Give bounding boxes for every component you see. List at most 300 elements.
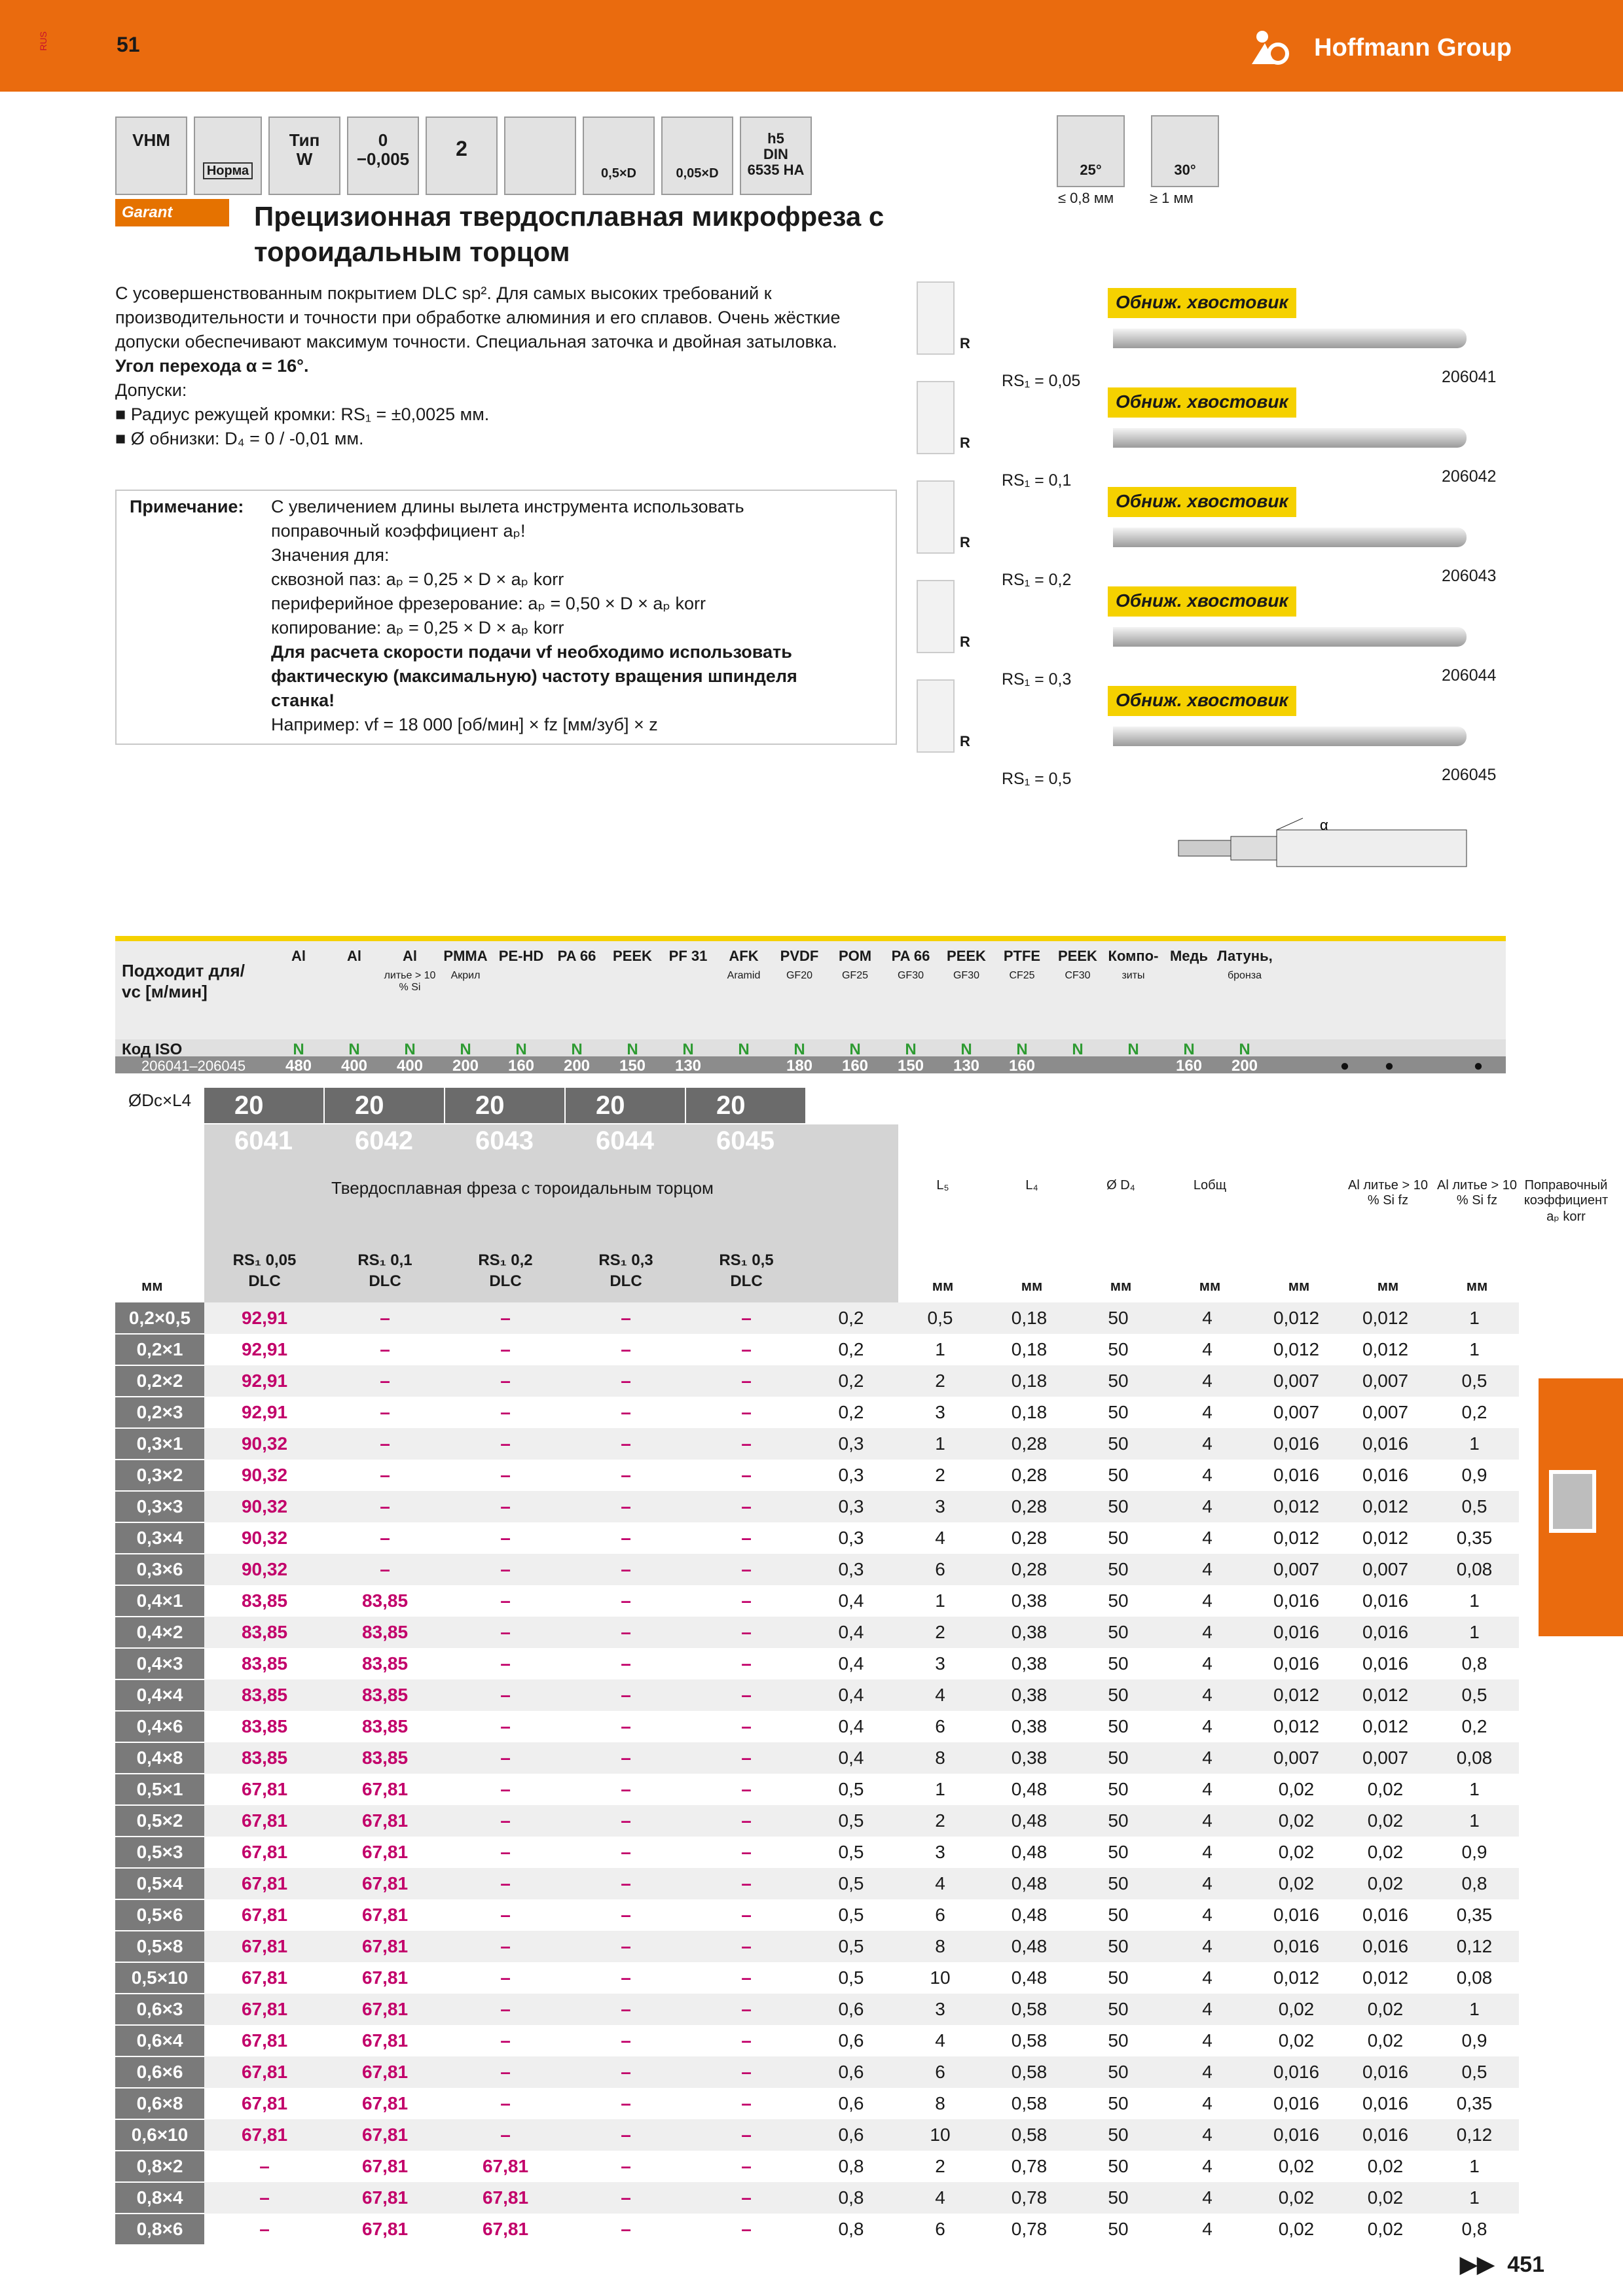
price-cell: –: [621, 1842, 631, 1862]
table-row: [115, 1648, 1519, 1679]
iso-vc: 150: [897, 1057, 924, 1075]
spec-cell: 0,016: [1252, 1428, 1341, 1460]
spec-cell: 0,18: [1011, 1339, 1048, 1359]
spec-cell: 0,5: [1430, 1365, 1519, 1397]
spec-cell: 0,78: [985, 2182, 1074, 2214]
price-cell: –: [686, 1302, 807, 1334]
tool-body: [1113, 329, 1467, 348]
spec-cell: 50: [1108, 1716, 1129, 1736]
iso-vc: 160: [841, 1057, 869, 1075]
price-cell: –: [325, 1554, 445, 1585]
iso-vc: 400: [396, 1057, 424, 1075]
spec-cell: 0,012: [1252, 1679, 1341, 1711]
spec-cell: 0,2: [838, 1339, 864, 1359]
price-cell: –: [566, 1868, 686, 1899]
rs-letter: R: [960, 335, 970, 351]
iso-material: PEEK: [1058, 948, 1097, 964]
price-cell: –: [445, 1805, 566, 1837]
spec-cell: 0,5: [1430, 2056, 1519, 2088]
spec-cell: 4: [1202, 1339, 1213, 1359]
iso-material: Al: [291, 948, 306, 964]
coating-header: DLC: [248, 1272, 281, 1290]
price-cell: 92,91: [241, 1339, 288, 1359]
price-cell: 83,85: [241, 1716, 288, 1736]
spec-cell: 0,48: [985, 1868, 1074, 1899]
rs-header: RS₁ 0,5: [719, 1251, 774, 1269]
iso-vc: 480: [285, 1057, 312, 1075]
price-cell: –: [566, 2182, 686, 2214]
price-cell: –: [566, 1491, 686, 1522]
iso-material: Компо-: [1108, 948, 1159, 964]
spec-cell: 0,012: [1341, 1679, 1430, 1711]
spec-cell: 0,38: [985, 1679, 1074, 1711]
spec-cell: 0,28: [1011, 1465, 1048, 1485]
size-cell: 0,5×8: [115, 1931, 204, 1962]
iso-material-sub: GF30: [953, 970, 979, 981]
tool-profile-diagram: [1165, 804, 1506, 882]
tolerance-d4: ■ Ø обнизки: D₄ = 0 / -0,01 мм.: [115, 429, 364, 448]
spec-cell: 0,5: [896, 1302, 985, 1334]
tolerance-icon: 0 −0,005: [347, 117, 419, 195]
price-cell: 67,81: [361, 1842, 409, 1862]
dimension-label: ØDc×L4: [128, 1090, 192, 1110]
spec-cell: 3: [935, 1653, 945, 1674]
size-cell: 0,3×1: [115, 1428, 204, 1460]
iso-material: Al: [403, 948, 417, 964]
brand-name: Hoffmann Group: [1314, 34, 1512, 62]
price-cell: –: [566, 1365, 686, 1397]
spec-cell: 4: [1202, 1905, 1213, 1925]
table-row: [115, 2182, 1519, 2214]
spec-cell: 0,007: [1362, 1402, 1409, 1422]
spec-cell: 50: [1074, 1931, 1163, 1962]
spec-cell: 0,02: [1341, 1994, 1430, 2025]
price-cell: 90,32: [204, 1554, 325, 1585]
rs-header: RS₁ 0,2: [478, 1251, 533, 1269]
spec-cell: 3: [935, 1842, 945, 1862]
size-cell: 0,4×8: [115, 1742, 204, 1774]
price-cell: –: [500, 1779, 511, 1799]
transition-angle: Угол перехода α = 16°.: [115, 356, 309, 376]
rs-profile-icon: [917, 679, 955, 753]
price-cell: –: [621, 2030, 631, 2051]
spec-cell: 0,08: [1456, 1967, 1493, 1988]
spec-cell: 0,02: [1252, 2182, 1341, 2214]
spec-cell: 0,18: [985, 1302, 1074, 1334]
spec-cell: 0,58: [1011, 2030, 1048, 2051]
table-row: [115, 2056, 1519, 2088]
spec-cell: 0,3: [807, 1491, 896, 1522]
spec-cell: 0,6: [807, 2119, 896, 2151]
price-cell: 67,81: [204, 1868, 325, 1899]
article-code: 20 6044: [566, 1088, 685, 1123]
spec-cell: 0,016: [1252, 2056, 1341, 2088]
spec-cell: 0,5: [1430, 1679, 1519, 1711]
spec-cell: 0,35: [1456, 1905, 1493, 1925]
spec-cell: 0,02: [1278, 2030, 1315, 2051]
size-cell: 0,3×2: [115, 1460, 204, 1491]
spec-cell: 0,18: [985, 1365, 1074, 1397]
spec-header: L₄: [1025, 1178, 1038, 1193]
price-cell: –: [566, 1302, 686, 1334]
spec-cell: 4: [1163, 1428, 1252, 1460]
spec-cell: 0,38: [985, 1617, 1074, 1648]
iso-code: N: [960, 1041, 972, 1058]
spec-cell: 4: [896, 2182, 985, 2214]
product-description: [115, 281, 894, 451]
table-row: [115, 1428, 1519, 1460]
price-cell: –: [621, 1590, 631, 1611]
size-cell: 0,6×4: [115, 2025, 204, 2056]
price-cell: –: [566, 1617, 686, 1648]
price-cell: 90,32: [204, 1491, 325, 1522]
spec-cell: 0,016: [1252, 1931, 1341, 1962]
price-cell: –: [621, 1528, 631, 1548]
tool-code: 206043: [1442, 567, 1497, 585]
coolant-dot: ●: [1473, 1057, 1484, 1075]
spec-cell: 50: [1074, 1617, 1163, 1648]
iso-material: POM: [838, 948, 872, 964]
iso-vc: 200: [1231, 1057, 1258, 1075]
price-cell: –: [445, 1868, 566, 1899]
angle-25-note: ≤ 0,8 мм: [1058, 190, 1114, 206]
iso-vc: 160: [1175, 1057, 1203, 1075]
spec-cell: 0,28: [985, 1491, 1074, 1522]
price-cell: –: [741, 2030, 752, 2051]
spec-cell: 1: [1430, 1617, 1519, 1648]
spec-cell: 0,4: [838, 1716, 864, 1736]
price-cell: –: [621, 1653, 631, 1674]
tool-body: [1113, 428, 1467, 448]
spec-cell: 0,9: [1461, 1842, 1487, 1862]
spec-cell: 0,016: [1341, 1617, 1430, 1648]
iso-material: PVDF: [780, 948, 819, 964]
price-cell: 67,81: [241, 1905, 288, 1925]
spec-cell: 0,78: [1011, 2156, 1048, 2176]
price-cell: 67,81: [204, 2056, 325, 2088]
spec-cell: 3: [896, 1994, 985, 2025]
spec-cell: 0,5: [838, 1967, 864, 1988]
table-row: [115, 1491, 1519, 1522]
unit-header: мм: [1021, 1278, 1043, 1294]
unit-header: мм: [1199, 1278, 1221, 1294]
price-cell: –: [500, 1465, 511, 1485]
price-cell: 67,81: [361, 1905, 409, 1925]
spec-header: Ø D₄: [1106, 1178, 1135, 1193]
tool-rs: RS₁ = 0,3: [1002, 670, 1072, 689]
spec-cell: 1: [1469, 2156, 1480, 2176]
page-title: Прецизионная твердосплавная микрофреза с тороидальным торцом: [254, 201, 884, 267]
price-cell: 83,85: [204, 1742, 325, 1774]
spec-cell: 0,02: [1367, 2156, 1404, 2176]
price-cell: –: [325, 1491, 445, 1522]
tool-body: [1113, 627, 1467, 647]
iso-vc: 150: [619, 1057, 646, 1075]
spec-cell: 0,016: [1273, 1590, 1320, 1611]
type-icon: Тип W: [268, 117, 340, 195]
tolerance-rs: ■ Радиус режущей кромки: RS₁ = ±0,0025 мм.: [115, 404, 490, 424]
spec-cell: 0,2: [807, 1302, 896, 1334]
price-cell: 83,85: [361, 1653, 409, 1674]
spec-cell: 0,35: [1456, 1528, 1493, 1548]
price-cell: –: [500, 1967, 511, 1988]
spec-cell: 4: [1163, 2182, 1252, 2214]
table-row: [115, 1617, 1519, 1648]
spec-cell: 4: [1202, 1402, 1213, 1422]
size-cell: 0,4×3: [115, 1648, 204, 1679]
spec-cell: 50: [1108, 1905, 1129, 1925]
norm-icon: Норма: [194, 117, 262, 195]
iso-material: Латунь,: [1217, 948, 1273, 964]
spec-cell: 0,6: [838, 2030, 864, 2051]
price-cell: –: [686, 1868, 807, 1899]
spec-cell: 50: [1108, 1339, 1129, 1359]
price-cell: –: [259, 2219, 270, 2239]
spec-cell: 0,2: [1461, 1716, 1487, 1736]
iso-code: N: [682, 1041, 694, 1058]
iso-code: N: [348, 1041, 360, 1058]
price-cell: 83,85: [241, 1590, 288, 1611]
price-cell: 67,81: [482, 2219, 529, 2239]
price-cell: 83,85: [241, 1653, 288, 1674]
spec-cell: 3: [935, 1402, 945, 1422]
spec-cell: 0,38: [985, 1742, 1074, 1774]
spec-cell: 50: [1108, 1528, 1129, 1548]
spec-cell: 0,012: [1252, 1302, 1341, 1334]
spec-cell: 0,6: [807, 1994, 896, 2025]
unit-header: мм: [1466, 1278, 1488, 1294]
price-cell: –: [500, 1716, 511, 1736]
price-cell: 83,85: [204, 1679, 325, 1711]
price-cell: –: [445, 1742, 566, 1774]
table-row: [115, 2088, 1519, 2119]
size-cell: 0,2×1: [115, 1334, 204, 1365]
iso-vc: 400: [340, 1057, 368, 1075]
price-cell: –: [686, 1994, 807, 2025]
table-row: [115, 1868, 1519, 1899]
spec-header: Поправочный коэффициент aₚ korr: [1523, 1178, 1609, 1224]
table-row: [115, 1554, 1519, 1585]
spec-cell: 0,02: [1252, 1805, 1341, 1837]
tool-label: Обниж. хвостовик: [1108, 387, 1296, 418]
spec-cell: 50: [1108, 1967, 1129, 1988]
price-cell: –: [621, 1465, 631, 1485]
table-row: [115, 1805, 1519, 1837]
spec-cell: 0,8: [1461, 2219, 1487, 2239]
price-cell: –: [741, 2156, 752, 2176]
spec-cell: 6: [896, 1554, 985, 1585]
spec-cell: 0,007: [1252, 1742, 1341, 1774]
spec-cell: 0,38: [1011, 1716, 1048, 1736]
spec-cell: 0,02: [1367, 1779, 1404, 1799]
spec-cell: 0,012: [1273, 1339, 1320, 1359]
price-cell: –: [445, 1617, 566, 1648]
unit-header: мм: [1288, 1278, 1310, 1294]
spec-cell: 0,007: [1341, 1554, 1430, 1585]
spec-cell: 4: [896, 1679, 985, 1711]
size-cell: 0,5×1: [115, 1774, 204, 1805]
spec-cell: 6: [935, 1905, 945, 1925]
iso-material-sub: бронза: [1227, 970, 1262, 981]
price-cell: –: [325, 1302, 445, 1334]
spec-cell: 50: [1074, 1742, 1163, 1774]
price-cell: 67,81: [325, 1868, 445, 1899]
spec-cell: 4: [1202, 1653, 1213, 1674]
spec-cell: 0,6: [807, 2056, 896, 2088]
size-cell: 0,5×10: [115, 1962, 204, 1994]
price-cell: –: [445, 1931, 566, 1962]
spec-cell: 0,58: [985, 2119, 1074, 2151]
spec-cell: 0,9: [1461, 1465, 1487, 1485]
price-cell: –: [445, 1302, 566, 1334]
spec-cell: 0,38: [1011, 1653, 1048, 1674]
table-row: [115, 1302, 1519, 1334]
spec-cell: 0,8: [807, 2182, 896, 2214]
table-row: [115, 1522, 1519, 1554]
price-cell: –: [380, 1528, 390, 1548]
rs-profile-icon: [917, 580, 955, 653]
spec-cell: 0,016: [1252, 2119, 1341, 2151]
spec-cell: 50: [1074, 1679, 1163, 1711]
size-cell: 0,5×3: [115, 1837, 204, 1868]
teeth-icon: 2: [426, 117, 498, 195]
price-cell: 67,81: [361, 2030, 409, 2051]
spec-cell: 0,02: [1367, 1842, 1404, 1862]
spec-cell: 0,3: [838, 1528, 864, 1548]
price-cell: –: [686, 1617, 807, 1648]
unit-header: мм: [1110, 1278, 1132, 1294]
size-cell: 0,2×3: [115, 1397, 204, 1428]
spec-cell: 0,012: [1341, 1491, 1430, 1522]
iso-material-sub: GF30: [897, 970, 924, 981]
table-row: [115, 1679, 1519, 1711]
unit-header: мм: [1377, 1278, 1399, 1294]
spec-cell: 50: [1074, 2119, 1163, 2151]
spec-cell: 0,2: [838, 1402, 864, 1422]
spec-cell: 0,012: [1362, 1716, 1409, 1736]
spec-cell: 4: [1163, 1742, 1252, 1774]
iso-code: N: [1239, 1041, 1250, 1058]
price-cell: –: [621, 2219, 631, 2239]
coolant-dot: ●: [1384, 1057, 1395, 1075]
iso-code: N: [1072, 1041, 1084, 1058]
iso-material-sub: зиты: [1122, 970, 1145, 981]
spec-cell: 50: [1108, 2030, 1129, 2051]
price-cell: 67,81: [445, 2182, 566, 2214]
ae-profile-icon: 0,05×D: [661, 117, 733, 195]
spec-cell: 1: [1430, 1994, 1519, 2025]
spec-cell: 0,02: [1341, 1868, 1430, 1899]
spec-cell: 50: [1108, 1402, 1129, 1422]
size-cell: 0,2×0,5: [115, 1302, 204, 1334]
tool-body: [1113, 726, 1467, 746]
price-cell: –: [566, 1805, 686, 1837]
spec-cell: 0,78: [1011, 2219, 1048, 2239]
iso-material: PTFE: [1003, 948, 1041, 964]
spec-cell: 0,012: [1273, 1528, 1320, 1548]
price-cell: 67,81: [361, 1779, 409, 1799]
price-cell: –: [686, 1428, 807, 1460]
spec-cell: 2: [896, 1805, 985, 1837]
note-text: С увеличением длины вылета инструмента использовать поправочный коэффициент aₚ! Значения для: сквозной паз: aₚ = 0,25 × D × aₚ korr периферийное фрезерование: aₚ = 0,50 × D × aₚ korr копирование: aₚ = 0,25 × D × aₚ korr Для расчета скорости подачи vf необходимо использовать фактическую (максимальную) частоту вращения шпинделя станка! Например: vf = 18 000 [об/мин] × fz [мм/зуб] × z: [271, 497, 797, 734]
spec-cell: 0,007: [1273, 1402, 1320, 1422]
coating-header: DLC: [730, 1272, 763, 1290]
spec-cell: 4: [1202, 2156, 1213, 2176]
price-cell: 67,81: [325, 1805, 445, 1837]
spec-cell: 2: [935, 2156, 945, 2176]
spec-cell: 0,12: [1430, 1931, 1519, 1962]
price-cell: –: [741, 2219, 752, 2239]
iso-vc: 160: [1008, 1057, 1036, 1075]
ae-slot-icon: 0,5×D: [583, 117, 655, 195]
price-cell: –: [445, 1365, 566, 1397]
table-row: [115, 1742, 1519, 1774]
spec-cell: 50: [1108, 1465, 1129, 1485]
iso-material-sub: GF25: [841, 970, 868, 981]
spec-cell: 1: [1430, 1428, 1519, 1460]
intro-text: С усовершенствованным покрытием DLC sp². Для самых высоких требований к производительности и точности при обработке алюминия и его сплавов. Очень жёсткие допуски обеспечивают максимум точности. Специальная заточка и двойная затыловка.: [115, 283, 841, 351]
spec-cell: 50: [1074, 2056, 1163, 2088]
spec-cell: 0,58: [985, 2056, 1074, 2088]
spec-cell: 0,016: [1273, 1465, 1320, 1485]
spec-cell: 0,8: [838, 2156, 864, 2176]
alpha-label: α: [1320, 817, 1328, 833]
rs-header: RS₁ 0,3: [598, 1251, 653, 1269]
price-cell: –: [566, 1679, 686, 1711]
spec-cell: 0,48: [1011, 1779, 1048, 1799]
spec-cell: 0,5: [807, 1805, 896, 1837]
size-cell: 0,5×2: [115, 1805, 204, 1837]
price-cell: –: [500, 2030, 511, 2051]
iso-material-sub: CF30: [1065, 970, 1091, 981]
spec-cell: 0,48: [985, 1931, 1074, 1962]
spec-cell: 0,4: [807, 1742, 896, 1774]
spec-cell: 0,02: [1252, 1868, 1341, 1899]
spec-cell: 0,4: [807, 1617, 896, 1648]
spec-cell: 8: [896, 1742, 985, 1774]
note-box: [115, 490, 897, 745]
garant-logo: Garant: [115, 199, 229, 226]
iso-code: N: [404, 1041, 416, 1058]
spec-cell: 0,12: [1430, 2119, 1519, 2151]
price-cell: 67,81: [325, 1994, 445, 2025]
price-cell: 67,81: [241, 1842, 288, 1862]
table-row: [115, 1397, 1519, 1428]
spec-cell: 0,012: [1273, 1967, 1320, 1988]
price-cell: 67,81: [241, 1967, 288, 1988]
price-cell: –: [566, 1428, 686, 1460]
iso-material: PE-HD: [498, 948, 544, 964]
spec-cell: 4: [1202, 1842, 1213, 1862]
price-cell: –: [445, 2056, 566, 2088]
size-cell: 0,6×10: [115, 2119, 204, 2151]
table-row: [115, 2151, 1519, 2182]
size-cell: 0,2×2: [115, 1365, 204, 1397]
spec-cell: 50: [1108, 2219, 1129, 2239]
price-cell: –: [741, 1465, 752, 1485]
rs-profile-icon: [917, 480, 955, 554]
spec-cell: 50: [1074, 1491, 1163, 1522]
iso-material-sub: Акрил: [450, 970, 481, 981]
spec-cell: 1: [935, 1339, 945, 1359]
price-cell: 67,81: [241, 2093, 288, 2113]
coolant-dot: ●: [1340, 1057, 1350, 1075]
spec-cell: 6: [935, 1716, 945, 1736]
spec-cell: 50: [1108, 2093, 1129, 2113]
spec-cell: 1: [896, 1428, 985, 1460]
spec-cell: 10: [896, 2119, 985, 2151]
size-cell: 0,5×6: [115, 1899, 204, 1931]
